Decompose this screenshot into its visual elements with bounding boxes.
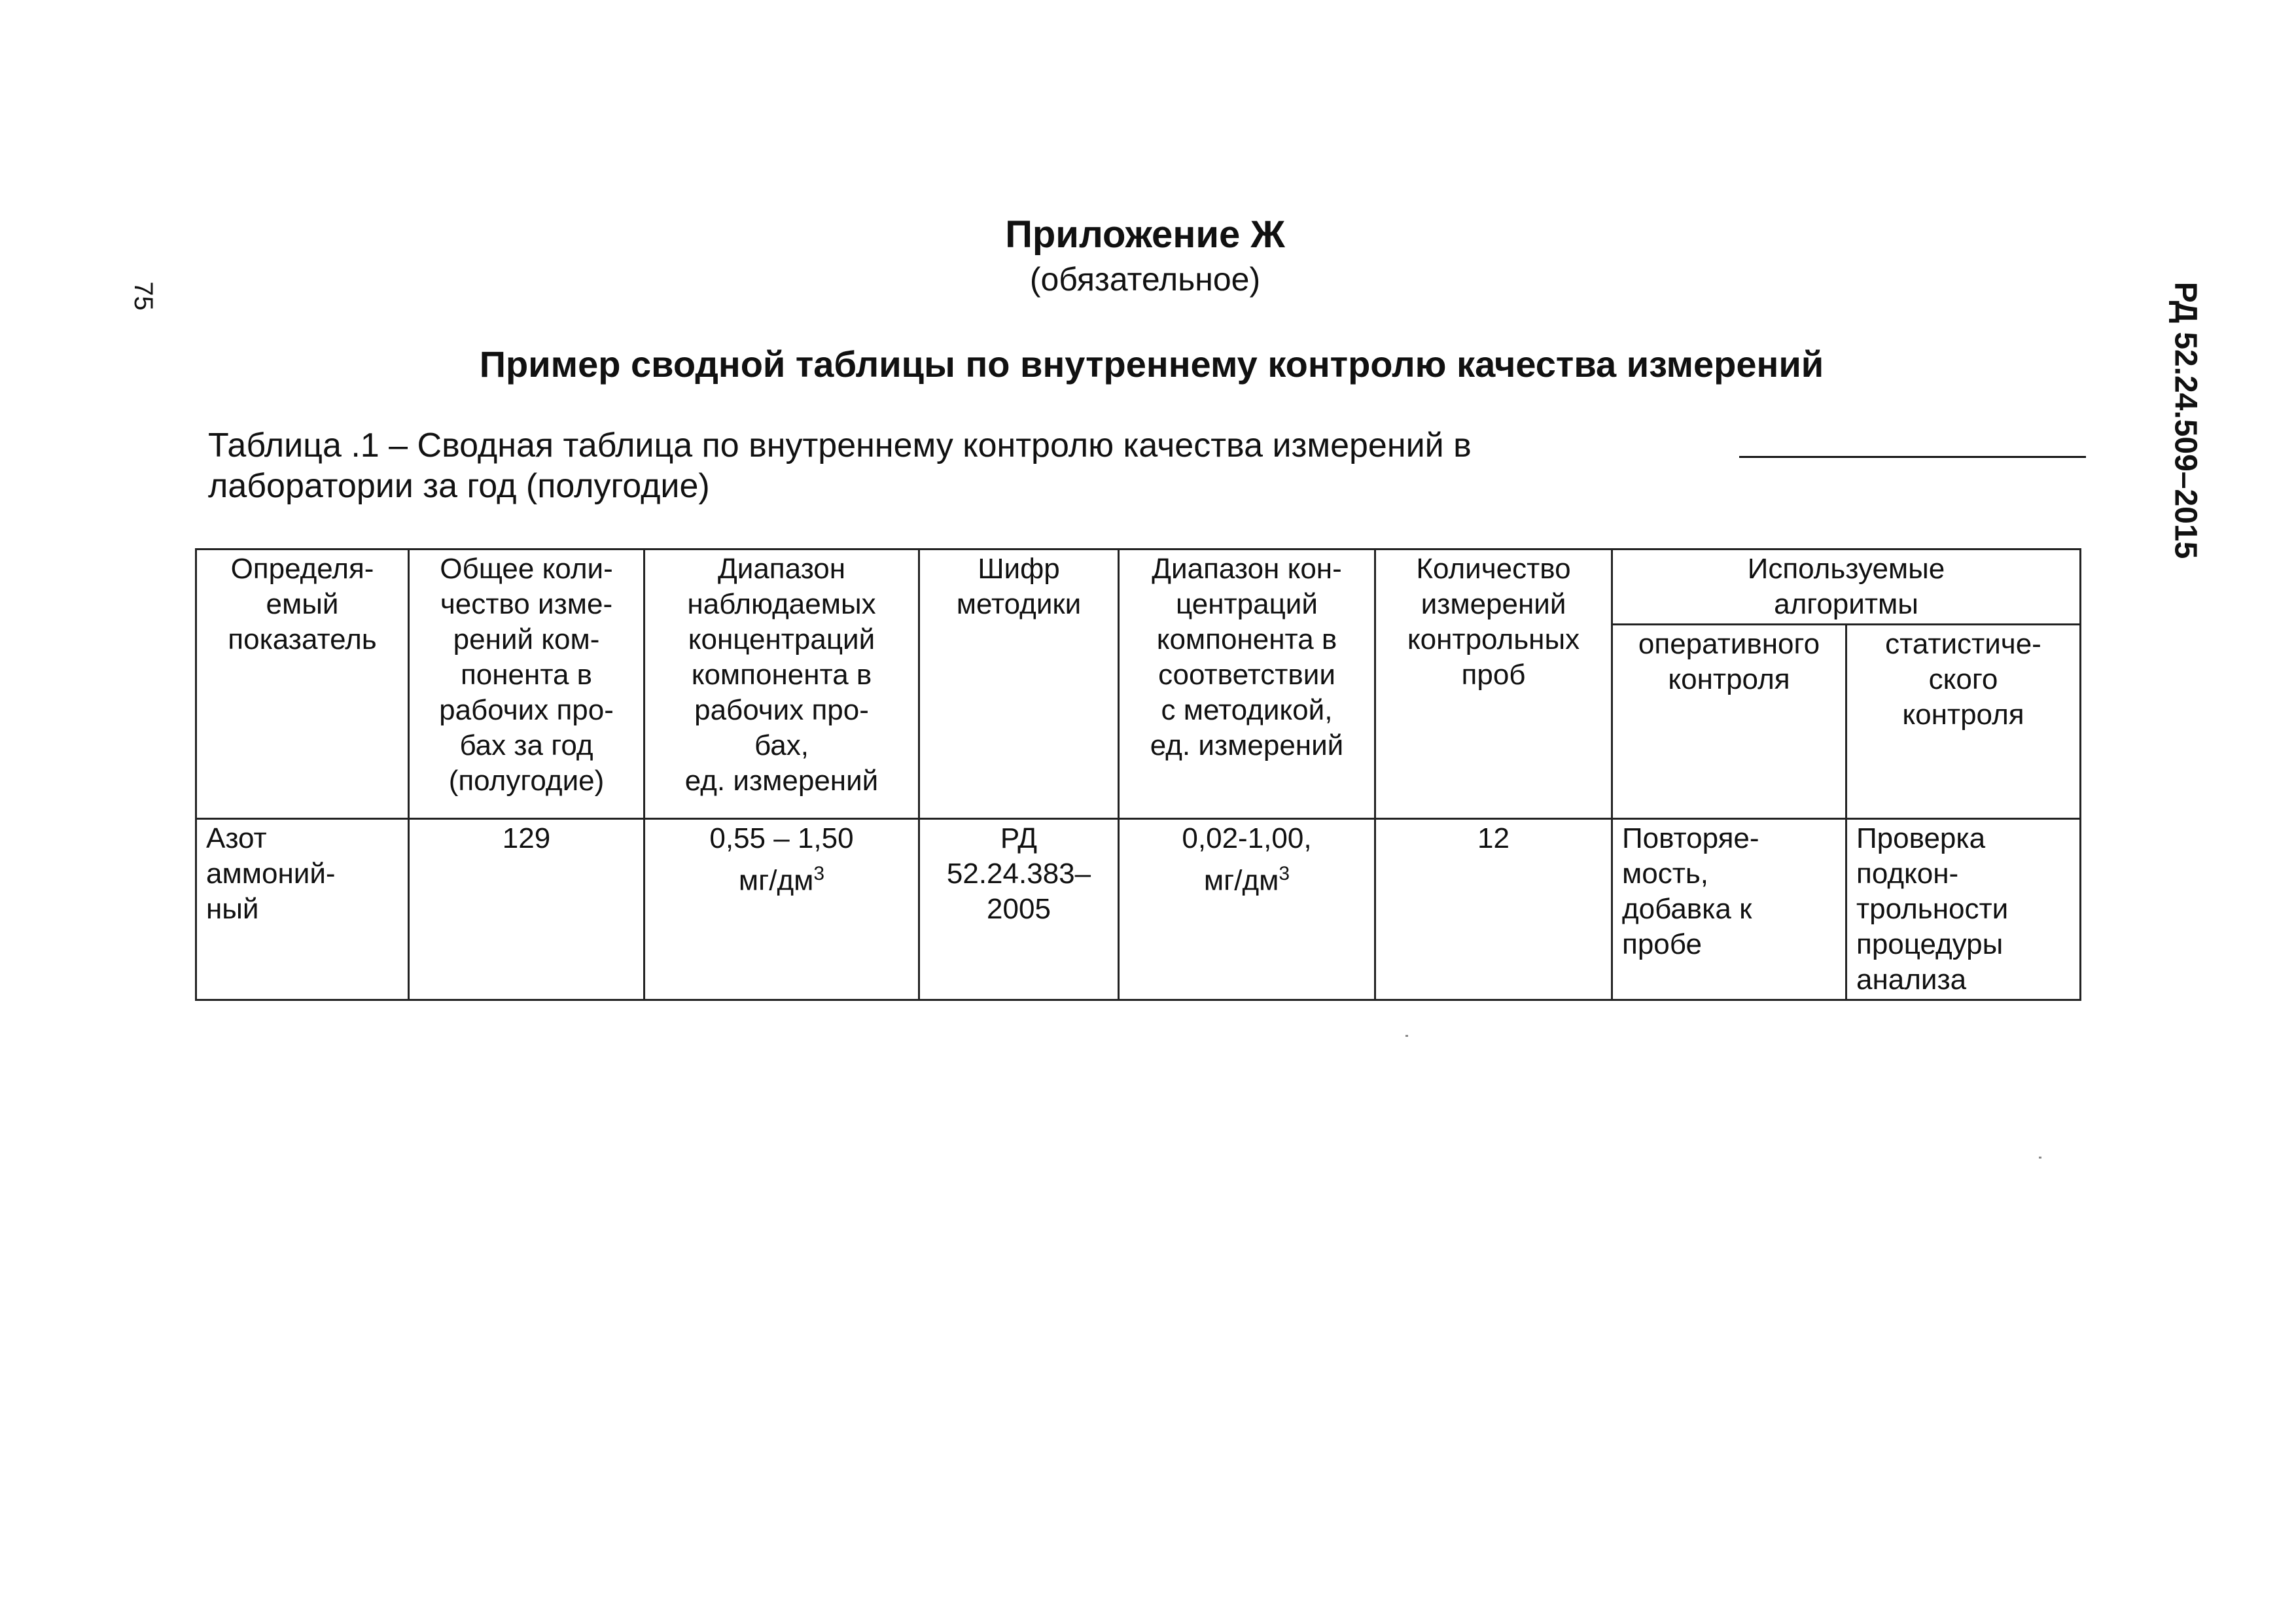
- cell-line: Повторяе-: [1622, 822, 1759, 854]
- header-line: рабочих про-: [694, 694, 869, 726]
- header-line: емый: [266, 588, 339, 620]
- header-algorithms: [1612, 550, 2081, 625]
- cell-line: 0,02-1,00,: [1182, 822, 1312, 854]
- header-line: оперативного: [1638, 628, 1820, 660]
- header-line: бах за год: [459, 729, 593, 761]
- caption-line-2: лаборатории за год (полугодие): [208, 467, 710, 505]
- cell-method-range: [1119, 819, 1375, 1000]
- cell-control-count: 12: [1375, 819, 1612, 1000]
- cell-line: ный: [206, 893, 259, 925]
- cell-unit: [654, 856, 909, 899]
- table-row: [196, 819, 2081, 1000]
- appendix-title: Приложение Ж: [1005, 213, 1285, 256]
- header-line: контрольных: [1407, 623, 1580, 655]
- caption-blank-line: [1739, 453, 2086, 458]
- header-line: понента в: [460, 659, 593, 691]
- header-line: чество изме-: [440, 588, 613, 620]
- page-number: 75: [128, 281, 158, 311]
- cell-line: добавка к: [1622, 893, 1752, 925]
- cell-line: РД: [1000, 822, 1038, 854]
- header-line: концентраций: [688, 623, 875, 655]
- header-observed-range: [645, 550, 919, 819]
- header-line: показатель: [228, 623, 377, 655]
- cell-total-count: 129: [409, 819, 645, 1000]
- cell-statistical: [1846, 819, 2081, 1000]
- header-line: рабочих про-: [439, 694, 614, 726]
- header-line: алгоритмы: [1774, 588, 1918, 620]
- cell-observed-range: [645, 819, 919, 1000]
- header-line: бах,: [754, 729, 809, 761]
- cell-line: трольности: [1856, 893, 2009, 925]
- header-line: ед. измерений: [1150, 729, 1344, 761]
- header-line: Общее коли-: [440, 553, 613, 585]
- header-line: статистиче-: [1885, 628, 2041, 660]
- cell-line: мость,: [1622, 858, 1709, 890]
- header-line: Диапазон кон-: [1152, 553, 1342, 585]
- header-line: (полугодие): [448, 765, 605, 797]
- header-line: Количество: [1416, 553, 1571, 585]
- header-line: контроля: [1668, 663, 1790, 695]
- header-method-code: [919, 550, 1119, 819]
- table-caption: [208, 425, 2086, 506]
- header-line: Определя-: [230, 553, 374, 585]
- cell-line: 2005: [987, 893, 1051, 925]
- header-line: методики: [956, 588, 1082, 620]
- appendix-status: (обязательное): [1029, 261, 1261, 298]
- cell-line: подкон-: [1856, 858, 1959, 890]
- cell-unit: [1129, 856, 1365, 899]
- header-line: контроля: [1902, 699, 2024, 731]
- header-total-count: [409, 550, 645, 819]
- header-line: проб: [1461, 659, 1526, 691]
- header-line: Шифр: [978, 553, 1060, 585]
- summary-table: [195, 548, 2081, 1001]
- header-line: компонента в: [1156, 623, 1337, 655]
- header-line: Используемые: [1747, 553, 1945, 585]
- cell-line: аммоний-: [206, 858, 336, 890]
- header-method-range: [1119, 550, 1375, 819]
- header-operational: [1612, 625, 1846, 819]
- header-line: наблюдаемых: [687, 588, 876, 620]
- cell-method-code: [919, 819, 1119, 1000]
- header-line: измерений: [1421, 588, 1566, 620]
- document-code: РД 52.24.509–2015: [2168, 281, 2203, 559]
- header-control-count: [1375, 550, 1612, 819]
- cell-line: процедуры: [1856, 928, 2004, 960]
- header-line: Диапазон: [717, 553, 846, 585]
- header-line: соответствии: [1158, 659, 1335, 691]
- header-line: центраций: [1176, 588, 1318, 620]
- section-title: Пример сводной таблицы по внутреннему контролю качества измерений: [479, 343, 1824, 385]
- cell-line: пробе: [1622, 928, 1702, 960]
- header-indicator: [196, 550, 409, 819]
- cell-operational: [1612, 819, 1846, 1000]
- cell-line: анализа: [1856, 964, 1967, 996]
- cell-line: 52.24.383–: [946, 858, 1091, 890]
- cell-indicator: [196, 819, 409, 1000]
- unit-text: мг/дм: [738, 864, 814, 897]
- header-line: с методикой,: [1161, 694, 1333, 726]
- header-line: компонента в: [691, 659, 872, 691]
- unit-exponent: 3: [813, 863, 825, 884]
- unit-exponent: 3: [1279, 863, 1290, 884]
- scan-speck: [2039, 1157, 2041, 1159]
- cell-line: Азот: [206, 822, 267, 854]
- cell-line: Проверка: [1856, 822, 1986, 854]
- header-line: ед. измерений: [684, 765, 879, 797]
- unit-text: мг/дм: [1203, 864, 1279, 897]
- scan-speck: [1405, 1035, 1408, 1037]
- header-statistical: [1846, 625, 2081, 819]
- caption-line-1: Таблица .1 – Сводная таблица по внутреннему контролю качества измерений в: [208, 427, 1472, 464]
- cell-line: 0,55 – 1,50: [709, 822, 854, 854]
- header-line: рений ком-: [453, 623, 600, 655]
- header-line: ского: [1928, 663, 1998, 695]
